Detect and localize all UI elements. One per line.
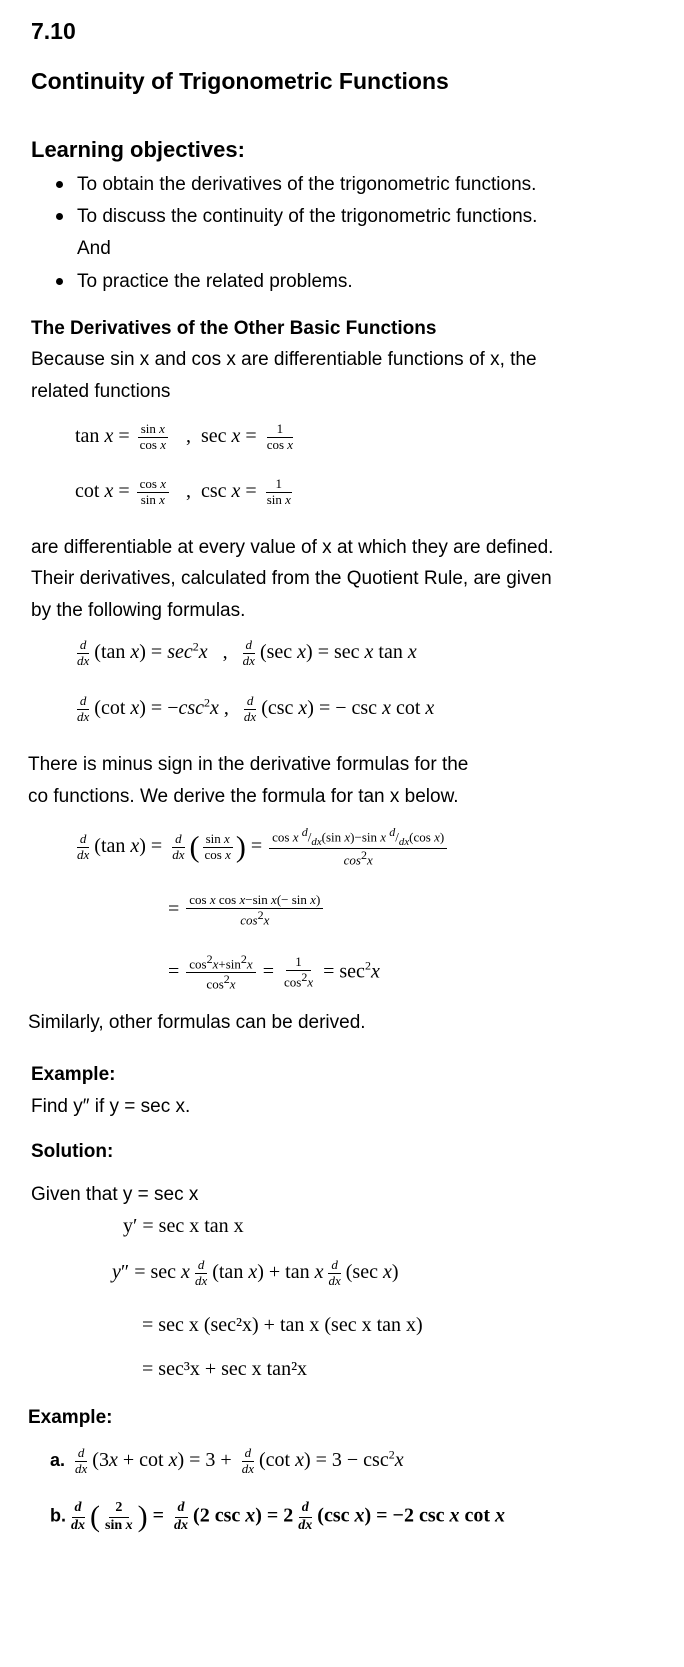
- example-label: Example:: [28, 1407, 113, 1428]
- solution-label: Solution:: [31, 1141, 114, 1162]
- objectives-heading: Learning objectives:: [31, 137, 245, 162]
- cot-definition: cot x = $\frac{\text{cos x}}{\text{sin x}}$ , csc x = $\frac{1}{\text{sin x}}$: [75, 476, 291, 507]
- solution-given: Given that y = sec x: [31, 1184, 199, 1205]
- objective-item-continuation: And: [77, 238, 111, 259]
- similarly-text: Similarly, other formulas can be derived.: [28, 1012, 366, 1033]
- bullet-icon: [56, 278, 63, 285]
- intro-line: related functions: [31, 381, 171, 402]
- solution-line-1: y′ = sec x tan x: [123, 1215, 244, 1237]
- objective-item: To discuss the continuity of the trigonometric functions.: [56, 206, 537, 228]
- paragraph-line: are differentiable at every value of x at which they are defined.: [31, 537, 554, 558]
- example-part-b: b. $\frac{d}{dx}$ ( $\frac{2}{\text{sin x}}$ ) = $\frac{d}{dx}$ (2 csc x) = 2 $\frac{d}{dx}$ (csc x) = −2 csc x cot x: [50, 1500, 506, 1533]
- derivation-line-3: = $\frac{\cos^2x+\sin^2x}{\cos^2x}$ = $\frac{1}{\cos^2x}$ = $\sec^2x$: [168, 952, 380, 992]
- solution-line-2: y″ = sec x $\frac{d}{dx}$ (tan x) + tan x $\frac{d}{dx}$ (sec x): [112, 1257, 399, 1288]
- objective-item: To obtain the derivatives of the trigonometric functions.: [56, 174, 536, 196]
- solution-line-4: = sec³x + sec x tan²x: [142, 1358, 308, 1380]
- tan-definition: tan x = $\frac{\text{sin x}}{\text{cos x}}$ , sec x = $\frac{1}{\text{cos x}}$: [75, 421, 294, 452]
- bullet-icon: [56, 213, 63, 220]
- paragraph-line: by the following formulas.: [31, 600, 246, 621]
- example-part-a: a. $\frac{d}{dx}$ (3x + cot x) = 3 + $\frac{d}{dx}$ (cot $x) = 3 - \csc^2x$: [50, 1445, 404, 1476]
- derivatives-heading: The Derivatives of the Other Basic Functions: [31, 318, 437, 339]
- formula-tan-sec: $\frac{d}{dx}$ (tan $x) = \sec^2x$ , $\frac{d}{dx}$ (sec x) = sec x tan x: [77, 637, 417, 668]
- derivation-line-1: $\frac{d}{dx}$ (tan x) = $\frac{d}{dx}$ ( $\frac{\text{sin x}}{\text{cos x}}$ ) = $\frac{\cos x ^d/_{dx}(\sin x)-\sin x ^d/_{dx}(\cos x)}{\cos^2x}$: [72, 826, 449, 869]
- derivation-line-2: = $\frac{\text{cos x cos x−sin x(− sin x)}}{\cos^2x}$: [168, 893, 325, 928]
- paragraph-line: Their derivatives, calculated from the Quotient Rule, are given: [31, 568, 552, 589]
- intro-line: Because sin x and cos x are differentiable functions of x, the: [31, 349, 537, 370]
- section-title: Continuity of Trigonometric Functions: [31, 68, 449, 94]
- objective-item: To practice the related problems.: [56, 271, 353, 293]
- bullet-icon: [56, 181, 63, 188]
- example-label: Example:: [31, 1064, 116, 1085]
- note-line: There is minus sign in the derivative formulas for the: [28, 754, 469, 775]
- solution-line-3: = sec x (sec²x) + tan x (sec x tan x): [142, 1314, 423, 1336]
- section-number: 7.10: [31, 18, 76, 44]
- note-line: co functions. We derive the formula for tan x below.: [28, 786, 459, 807]
- formula-cot-csc: $\frac{d}{dx}$ (cot $x) = -\csc^2x$ , $\frac{d}{dx}$ (csc x) = − csc x cot x: [77, 693, 435, 724]
- example-question: Find y″ if y = sec x.: [31, 1096, 191, 1117]
